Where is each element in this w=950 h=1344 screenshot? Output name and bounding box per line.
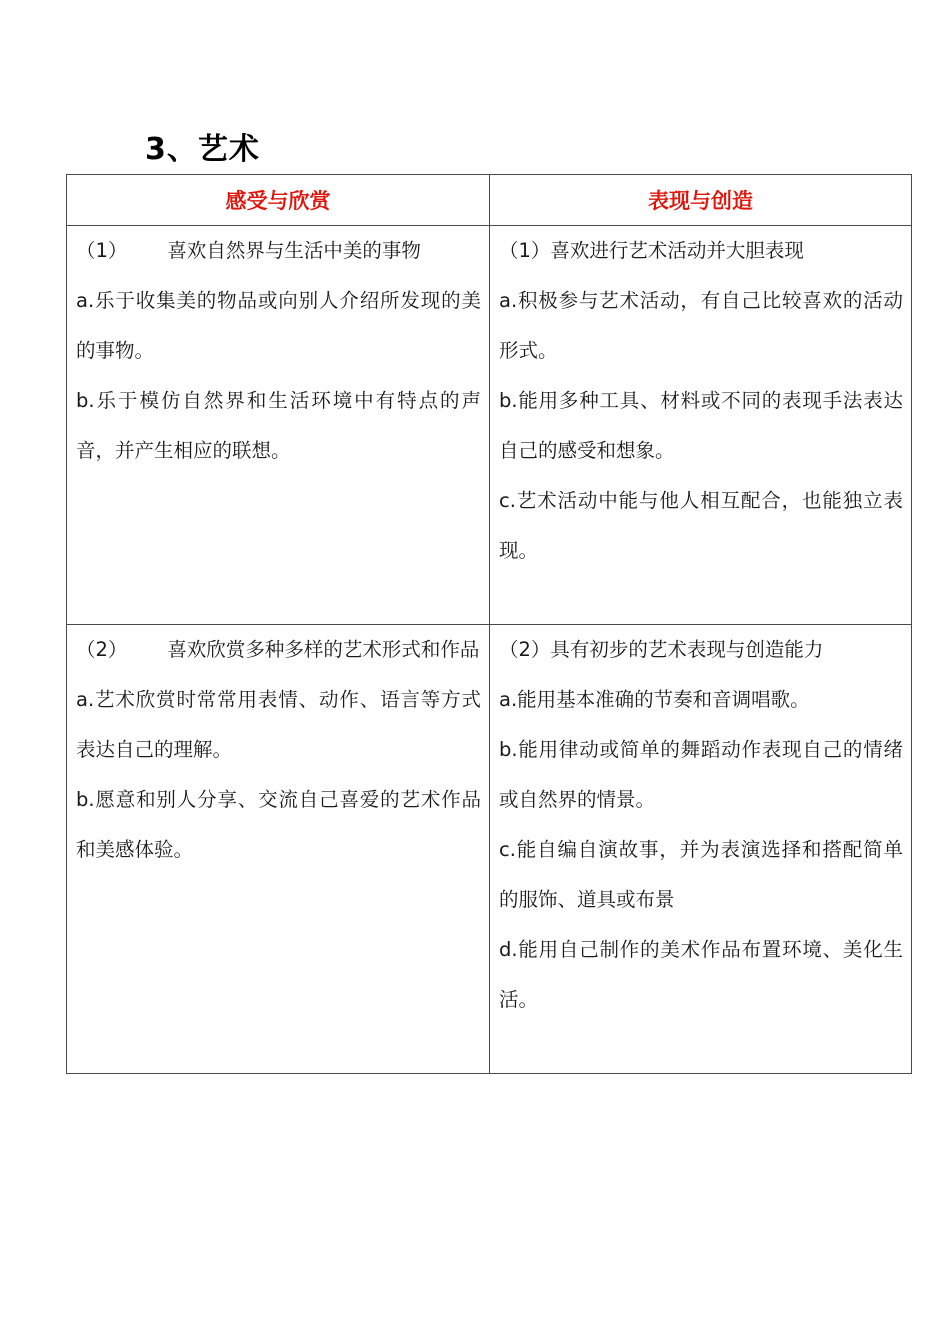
table-row [67, 625, 912, 1074]
goal-item: b.愿意和别人分享、交流自己喜爱的艺术作品和美感体验。 [76, 788, 481, 861]
header-expression-creation: 表现与创造 [490, 175, 912, 226]
goal-number: （1） [76, 239, 128, 262]
table-cell [67, 625, 490, 1074]
goal-item: b.能用多种工具、材料或不同的表现手法表达自己的感受和想象。 [499, 389, 903, 462]
table-row [67, 226, 912, 625]
goal-number: （2） [76, 638, 128, 661]
table-cell [67, 226, 490, 625]
goal-item: a.艺术欣赏时常常用表情、动作、语言等方式表达自己的理解。 [76, 688, 481, 761]
goal-heading [499, 625, 903, 675]
table-cell [490, 625, 912, 1074]
table-header-row [67, 175, 912, 226]
goal-title: 喜欢自然界与生活中美的事物 [167, 239, 421, 262]
goal-number: （2） [499, 638, 551, 661]
goal-item: c.艺术活动中能与他人相互配合，也能独立表现。 [499, 489, 903, 562]
goal-heading [76, 625, 481, 675]
header-perception-appreciation: 感受与欣赏 [67, 175, 490, 226]
art-standards-table [66, 174, 912, 1074]
table-cell [490, 226, 912, 625]
goal-item: a.能用基本准确的节奏和音调唱歌。 [499, 688, 810, 711]
goal-item: b.能用律动或简单的舞蹈动作表现自己的情绪或自然界的情景。 [499, 738, 903, 811]
goal-heading [76, 226, 481, 276]
goal-title: 喜欢进行艺术活动并大胆表现 [550, 239, 804, 262]
goal-item: b.乐于模仿自然界和生活环境中有特点的声音，并产生相应的联想。 [76, 389, 481, 462]
goal-item: d.能用自己制作的美术作品布置环境、美化生活。 [499, 938, 903, 1011]
goal-item: a.乐于收集美的物品或向别人介绍所发现的美的事物。 [76, 289, 481, 362]
goal-item: a.积极参与艺术活动，有自己比较喜欢的活动形式。 [499, 289, 903, 362]
goal-heading [499, 226, 903, 276]
goal-number: （1） [499, 239, 551, 262]
goal-title: 喜欢欣赏多种多样的艺术形式和作品 [167, 638, 480, 661]
goal-title: 具有初步的艺术表现与创造能力 [550, 638, 824, 661]
section-title: 3、艺术 [145, 132, 260, 167]
goal-item: c.能自编自演故事，并为表演选择和搭配简单的服饰、道具或布景 [499, 838, 903, 911]
